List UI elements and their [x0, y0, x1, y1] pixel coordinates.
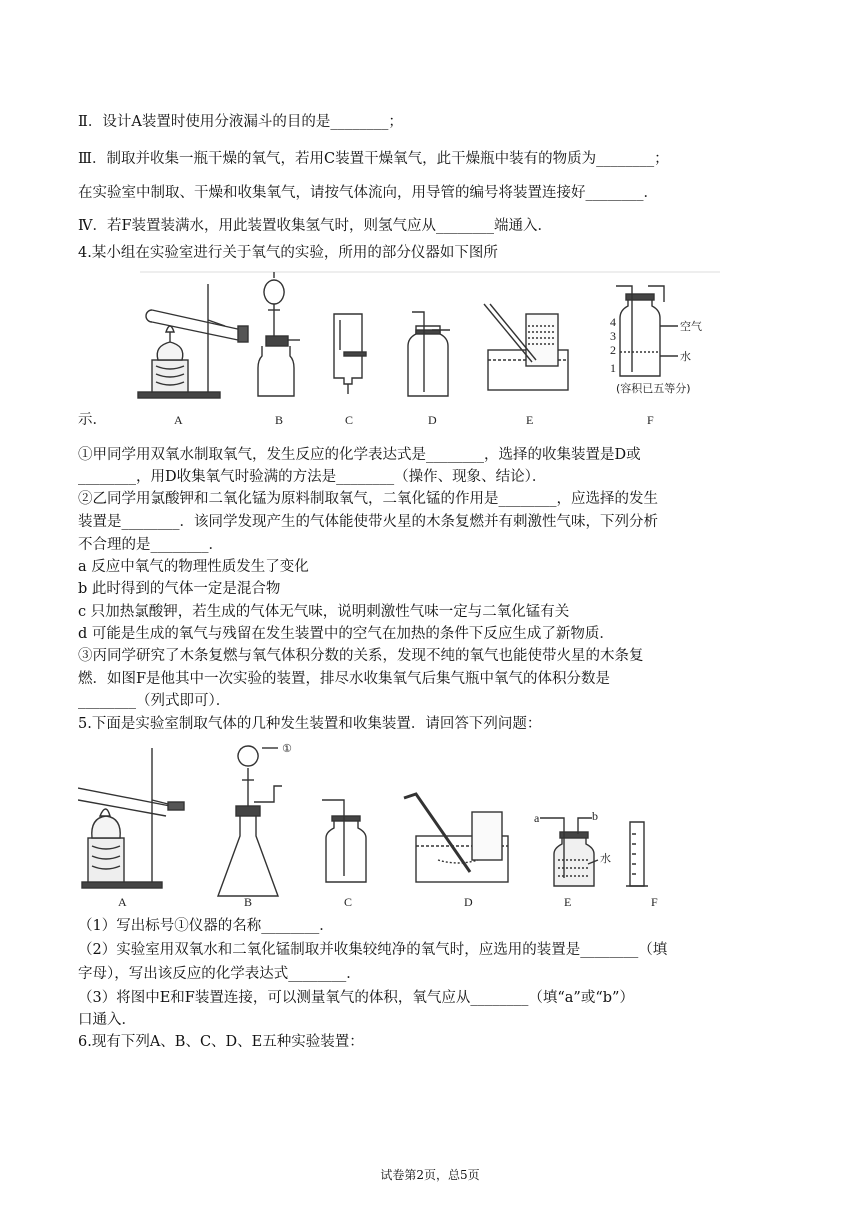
f-mark-2: 2 [610, 343, 616, 357]
f-water-label: 水 [680, 350, 691, 363]
text-line: ________，用D收集氧气时验满的方法是________（操作、现象、结论）． [78, 469, 547, 485]
text-line: 口通入． [78, 1012, 136, 1028]
option-d: d 可能是生成的氧气与残留在发生装置中的空气在加热的条件下反应生成了新物质． [78, 626, 614, 642]
text-line: 在实验室中制取、干燥和收集氧气，请按气体流向，用导管的编号将装置连接好________． [78, 185, 658, 201]
question-6-stem: 6.现有下列A、B、C、D、E五种实验装置： [78, 1034, 364, 1050]
figure-2-label-a: A [118, 895, 127, 909]
text-line: （3）将图中E和F装置连接，可以测量氧气的体积，氧气应从________（填“a”或“b”） [78, 990, 634, 1006]
option-b: b 此时得到的气体一定是混合物 [78, 581, 281, 597]
figure-2-label-b: B [244, 895, 253, 909]
text-line: 示． [78, 412, 107, 428]
page-footer: 试卷第2页，总5页 [380, 1168, 480, 1182]
apparatus-2d [404, 794, 508, 882]
text-line: 不合理的是________． [78, 537, 223, 553]
apparatus-c [334, 314, 366, 394]
figure-2-apparatus [78, 740, 698, 910]
apparatus-2c [322, 800, 366, 882]
f-mark-3: 3 [610, 329, 616, 343]
f-mark-4: 4 [610, 315, 616, 329]
figure-1-label-f: F [647, 413, 654, 427]
port-a-label: a [534, 811, 540, 825]
apparatus-2b [218, 746, 282, 896]
apparatus-f [616, 286, 678, 376]
figure-1-label-c: C [345, 413, 354, 427]
apparatus-a [138, 284, 248, 398]
figure-1-label-e: E [526, 413, 534, 427]
marker-1: ① [282, 742, 292, 755]
text-line: ③丙同学研究了木条复燃与氧气体积分数的关系，发现不纯的氧气也能使带火星的木条复 [78, 648, 644, 664]
figure-1-label-b: B [275, 413, 284, 427]
text-line: ________（列式即可）． [78, 693, 231, 709]
text-line: 字母），写出该反应的化学表达式________． [78, 966, 361, 982]
apparatus-2a [78, 748, 184, 888]
text-line: （1）写出标号①仪器的名称________． [78, 918, 334, 934]
figure-1-apparatus [130, 270, 730, 432]
question-4-stem: 4.某小组在实验室进行关于氧气的实验，所用的部分仪器如下图所 [78, 245, 498, 261]
f-mark-1: 1 [610, 361, 616, 375]
text-line: 燃．如图F是他其中一次实验的装置，排尽水收集氧气后集气瓶中氧气的体积分数是 [78, 671, 611, 687]
apparatus-e [484, 304, 568, 390]
text-line: 装置是________．该同学发现产生的气体能使带火星的木条复燃并有刺激性气味，下列分析 [78, 514, 658, 530]
text-line: Ⅳ．若F装置装满水，用此装置收集氢气时，则氢气应从________端通入． [78, 218, 553, 234]
text-line: Ⅲ．制取并收集一瓶干燥的氧气，若用C装置干燥氧气，此干燥瓶中装有的物质为________； [78, 151, 669, 167]
text-line: ①甲同学用双氧水制取氧气，发生反应的化学表达式是________，选择的收集装置是D或 [78, 447, 641, 463]
figure-1-label-d: D [428, 413, 437, 427]
apparatus-2e [540, 818, 598, 886]
port-b-label: b [592, 809, 598, 823]
figure-1-label-a: A [174, 413, 183, 427]
e-water-label: 水 [600, 852, 611, 865]
apparatus-b [258, 272, 300, 396]
f-caption: (容积已五等分) [616, 382, 691, 395]
text-line: ②乙同学用氯酸钾和二氧化锰为原料制取氧气，二氧化锰的作用是________，应选择的发生 [78, 491, 658, 507]
option-a: a 反应中氧气的物理性质发生了变化 [78, 559, 309, 575]
text-line: （2）实验室用双氧水和二氧化锰制取并收集较纯净的氧气时，应选用的装置是________（填 [78, 942, 668, 958]
apparatus-d [408, 312, 450, 396]
figure-2-label-d: D [464, 895, 473, 909]
question-5-stem: 5.下面是实验室制取气体的几种发生装置和收集装置．请回答下列问题： [78, 716, 542, 732]
f-air-label: 空气 [680, 320, 702, 333]
figure-2-label-f: F [651, 895, 658, 909]
figure-2-label-e: E [564, 895, 572, 909]
text-line: Ⅱ．设计A装置时使用分液漏斗的目的是________； [78, 114, 403, 130]
option-c: c 只加热氯酸钾，若生成的气体无气味，说明刺激性气味一定与二氧化锰有关 [78, 604, 570, 620]
apparatus-2f [626, 822, 648, 886]
figure-2-label-c: C [344, 895, 353, 909]
